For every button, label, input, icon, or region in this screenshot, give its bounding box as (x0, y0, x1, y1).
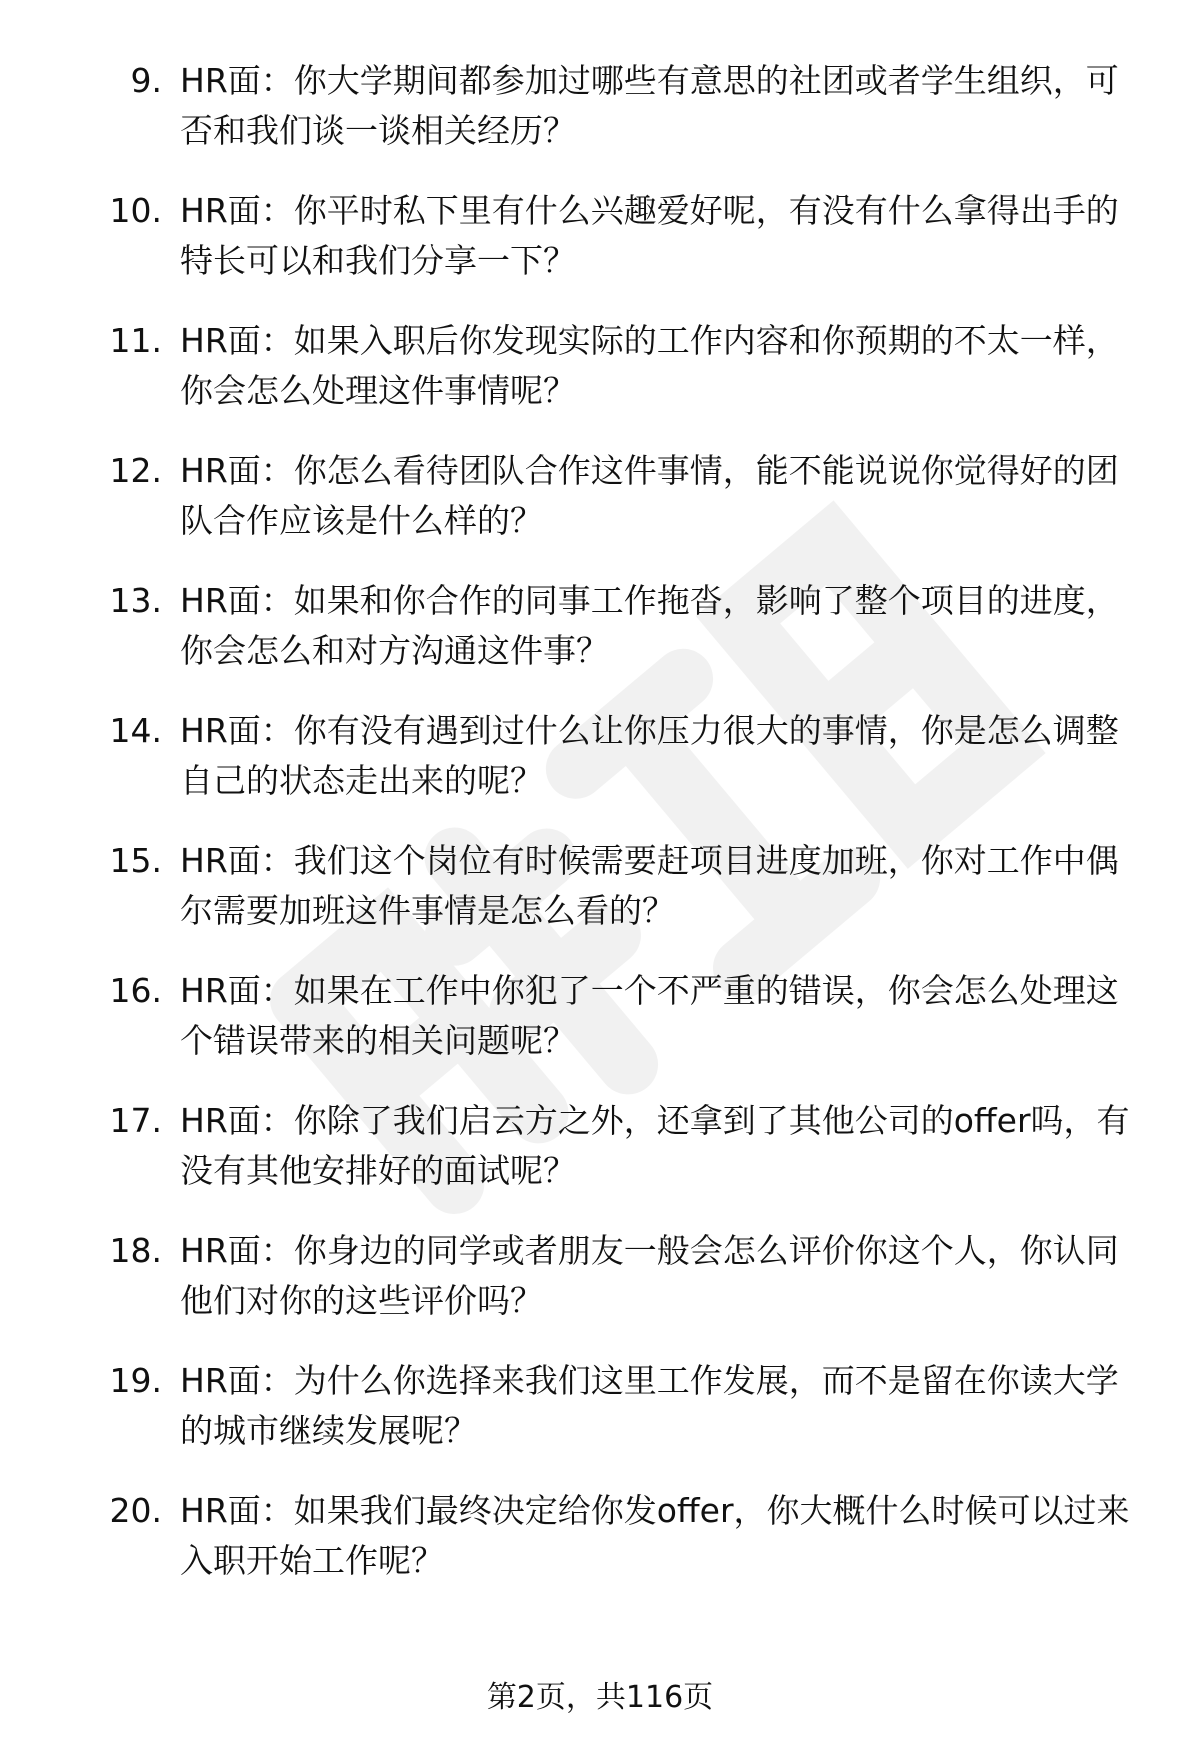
item-number: 12. (109, 451, 162, 490)
item-number: 15. (109, 841, 162, 880)
list-item (50, 576, 1150, 706)
list-item (50, 446, 1150, 576)
list-item (50, 56, 1150, 186)
item-number: 18. (109, 1231, 162, 1270)
item-text: HR面：你怎么看待团队合作这件事情，能不能说说你觉得好的团队合作应该是什么样的？ (180, 451, 1119, 540)
item-number: 13. (109, 581, 162, 620)
item-text: HR面：如果和你合作的同事工作拖沓，影响了整个项目的进度，你会怎么和对方沟通这件事？ (180, 581, 1119, 670)
item-number: 10. (109, 191, 162, 230)
item-text: HR面：如果我们最终决定给你发offer，你大概什么时候可以过来入职开始工作呢？ (180, 1491, 1130, 1580)
item-number: 14. (109, 711, 162, 750)
item-text: HR面：你除了我们启云方之外，还拿到了其他公司的offer吗，有没有其他安排好的面试呢？ (180, 1101, 1130, 1190)
list-item (50, 1226, 1150, 1356)
item-number: 16. (109, 971, 162, 1010)
list-item (50, 836, 1150, 966)
item-text: HR面：你有没有遇到过什么让你压力很大的事情，你是怎么调整自己的状态走出来的呢？ (180, 711, 1119, 800)
list-item (50, 706, 1150, 836)
list-item (50, 186, 1150, 316)
item-number: 9. (130, 61, 162, 100)
list-item (50, 316, 1150, 446)
list-item (50, 966, 1150, 1096)
item-text: HR面：你身边的同学或者朋友一般会怎么评价你这个人，你认同他们对你的这些评价吗？ (180, 1231, 1119, 1320)
list-item (50, 1356, 1150, 1486)
item-text: HR面：你平时私下里有什么兴趣爱好呢，有没有什么拿得出手的特长可以和我们分享一下？ (180, 191, 1119, 280)
list-item (50, 1096, 1150, 1226)
item-text: HR面：如果入职后你发现实际的工作内容和你预期的不太一样，你会怎么处理这件事情呢？ (180, 321, 1119, 410)
item-number: 20. (109, 1491, 162, 1530)
question-list (50, 56, 1150, 1616)
page-footer: 第2页，共116页 (486, 1680, 714, 1715)
item-text: HR面：为什么你选择来我们这里工作发展，而不是留在你读大学的城市继续发展呢？ (180, 1361, 1119, 1450)
item-text: HR面：如果在工作中你犯了一个不严重的错误，你会怎么处理这个错误带来的相关问题呢？ (180, 971, 1119, 1060)
item-text: HR面：我们这个岗位有时候需要赶项目进度加班，你对工作中偶尔需要加班这件事情是怎么看的？ (180, 841, 1119, 930)
list-item (50, 1486, 1150, 1616)
item-number: 17. (109, 1101, 162, 1140)
item-text: HR面：你大学期间都参加过哪些有意思的社团或者学生组织，可否和我们谈一谈相关经历？ (180, 61, 1119, 150)
item-number: 19. (109, 1361, 162, 1400)
item-number: 11. (109, 321, 162, 360)
